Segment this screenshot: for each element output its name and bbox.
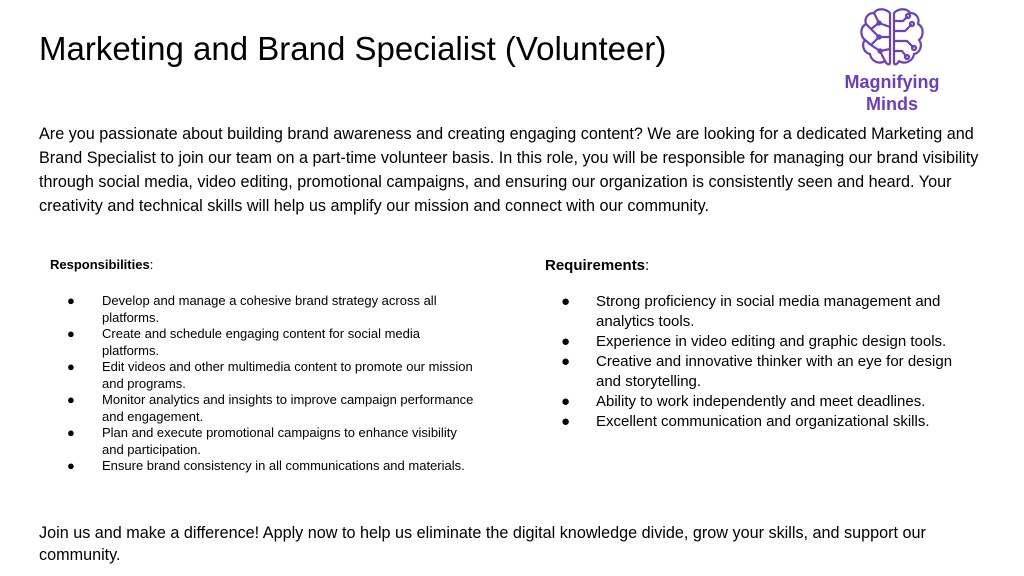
organization-logo <box>836 5 948 123</box>
list-item: ● Creative and innovative thinker with an eye for design and storytelling. <box>561 353 953 390</box>
bullet-icon: ● <box>561 353 571 370</box>
responsibilities-list <box>50 293 480 475</box>
logo-text-line2: Minds <box>866 94 918 114</box>
bullet-icon: ● <box>561 293 571 310</box>
brain-circuit-icon <box>857 5 927 71</box>
closing-paragraph: Join us and make a difference! Apply now to help us eliminate the digital knowledge divide, grow your skills, and support our community. <box>39 524 926 564</box>
list-item: ● Create and schedule engaging content for social media platforms. <box>67 326 420 358</box>
requirements-section <box>545 257 965 432</box>
bullet-icon: ● <box>67 425 75 440</box>
requirements-list <box>545 292 965 432</box>
bullet-icon: ● <box>67 293 75 308</box>
bullet-icon: ● <box>67 458 75 473</box>
bullet-icon: ● <box>561 413 571 430</box>
list-item: ● Strong proficiency in social media management and analytics tools. <box>561 293 941 330</box>
bullet-icon: ● <box>67 359 75 374</box>
requirements-heading: Requirements: <box>545 257 650 274</box>
bullet-icon: ● <box>561 393 571 410</box>
list-item: ● Ensure brand consistency in all communications and materials. <box>67 458 465 473</box>
responsibilities-heading: Responsibilities: <box>50 257 154 272</box>
bullet-icon: ● <box>67 326 75 341</box>
logo-text-line1: Magnifying <box>844 72 940 92</box>
list-item: ● Ability to work independently and meet deadlines. <box>561 393 926 410</box>
intro-paragraph: Are you passionate about building brand awareness and creating engaging content? We are looking for a dedicated Marketing and Brand Specialist to join our team on a part-time volunteer basis. In this role, you will be responsible for managing our brand visibility through social media, video editing, promotional campaigns, and ensuring our organization is consistently seen and heard. Your creativity and technical skills will help us amplify our mission and connect with our community. <box>39 125 979 215</box>
list-item: ● Monitor analytics and insights to improve campaign performance and engagement. <box>67 392 474 424</box>
list-item: ● Develop and manage a cohesive brand strategy across all platforms. <box>67 293 437 325</box>
bullet-icon: ● <box>561 333 571 350</box>
list-item: ● Excellent communication and organizational skills. <box>561 413 930 430</box>
list-item: ● Plan and execute promotional campaigns to enhance visibility and participation. <box>67 425 457 457</box>
list-item: ● Edit videos and other multimedia content to promote our mission and programs. <box>67 359 473 391</box>
page-title: Marketing and Brand Specialist (Volunteer) <box>39 30 667 67</box>
bullet-icon: ● <box>67 392 75 407</box>
responsibilities-section <box>50 257 480 475</box>
list-item: ● Experience in video editing and graphic design tools. <box>561 333 947 350</box>
